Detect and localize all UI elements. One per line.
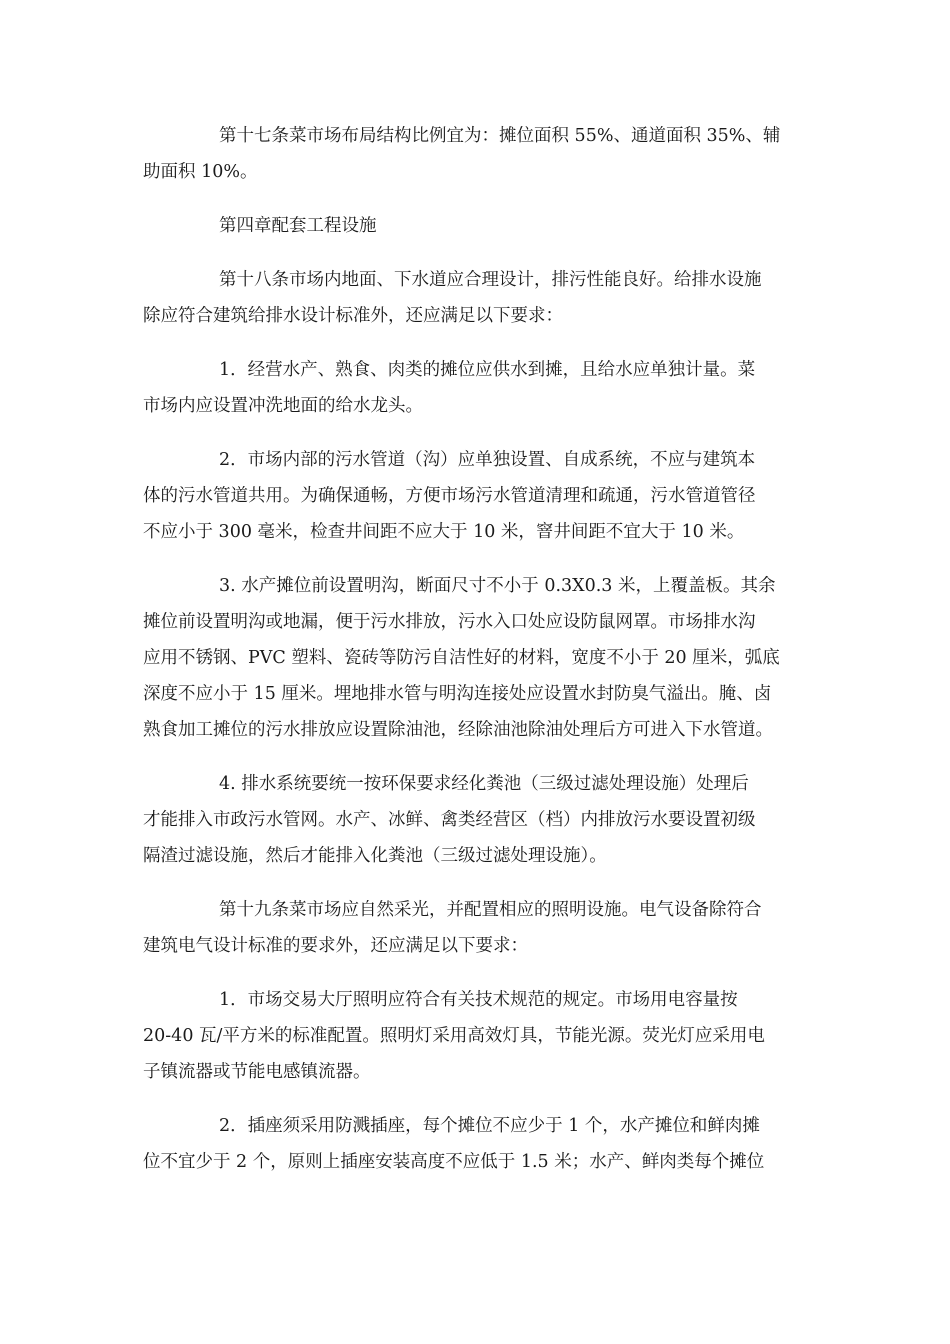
- text-line: 熟食加工摊位的污水排放应设置除油池，经除油池除油处理后方可进入下水管道。: [143, 720, 773, 740]
- list-item-18-2: [143, 442, 819, 550]
- text-line: 不应小于 300 毫米，检查井间距不应大于 10 米，窨井间距不宜大于 10 米。: [143, 522, 745, 542]
- text-line: 20-40 瓦/平方米的标准配置。照明灯采用高效灯具，节能光源。荧光灯应采用电: [143, 1026, 765, 1046]
- chapter-heading: [143, 208, 819, 244]
- text-line: 助面积 10%。: [143, 162, 258, 182]
- list-item-18-1: [143, 352, 819, 424]
- text-line: 1．经营水产、熟食、肉类的摊位应供水到摊，且给水应单独计量。菜: [219, 360, 756, 380]
- text-line: 4. 排水系统要统一按环保要求经化粪池（三级过滤处理设施）处理后: [219, 774, 749, 794]
- text-line: 第十七条菜市场布局结构比例宜为：摊位面积 55%、通道面积 35%、辅: [219, 126, 781, 146]
- text-line: 第十八条市场内地面、下水道应合理设计，排污性能良好。给排水设施: [219, 270, 762, 290]
- paragraph-article-18: [143, 262, 819, 334]
- text-line: 除应符合建筑给排水设计标准外，还应满足以下要求：: [143, 306, 563, 326]
- list-item-19-1: [143, 982, 819, 1090]
- list-item-19-2: [143, 1108, 819, 1180]
- text-line: 应用不锈钢、PVC 塑料、瓷砖等防污自洁性好的材料，宽度不小于 20 厘米，弧底: [143, 648, 780, 668]
- list-item-18-4: [143, 766, 819, 874]
- text-line: 第十九条菜市场应自然采光，并配置相应的照明设施。电气设备除符合: [219, 900, 762, 920]
- list-item-18-3: [143, 568, 819, 748]
- text-line: 体的污水管道共用。为确保通畅，方便市场污水管道清理和疏通，污水管道管径: [143, 486, 756, 506]
- text-line: 深度不应小于 15 厘米。埋地排水管与明沟连接处应设置水封防臭气溢出。腌、卤: [143, 684, 772, 704]
- text-line: 摊位前设置明沟或地漏，便于污水排放，污水入口处应设防鼠网罩。市场排水沟: [143, 612, 756, 632]
- paragraph-article-17: [143, 118, 819, 190]
- text-line: 子镇流器或节能电感镇流器。: [143, 1062, 371, 1082]
- text-line: 2．市场内部的污水管道（沟）应单独设置、自成系统，不应与建筑本: [219, 450, 756, 470]
- document-page: [143, 118, 819, 1198]
- text-line: 才能排入市政污水管网。水产、冰鲜、禽类经营区（档）内排放污水要设置初级: [143, 810, 756, 830]
- text-line: 3. 水产摊位前设置明沟，断面尺寸不小于 0.3X0.3 米，上覆盖板。其余: [219, 576, 776, 596]
- text-line: 市场内应设置冲洗地面的给水龙头。: [143, 396, 423, 416]
- text-line: 2．插座须采用防溅插座，每个摊位不应少于 1 个，水产摊位和鲜肉摊: [219, 1116, 760, 1136]
- text-line: 第四章配套工程设施: [219, 216, 377, 236]
- text-line: 位不宜少于 2 个，原则上插座安装高度不应低于 1.5 米；水产、鲜肉类每个摊位: [143, 1152, 765, 1172]
- paragraph-article-19: [143, 892, 819, 964]
- text-line: 1．市场交易大厅照明应符合有关技术规范的规定。市场用电容量按: [219, 990, 738, 1010]
- text-line: 隔渣过滤设施，然后才能排入化粪池（三级过滤处理设施）。: [143, 846, 607, 866]
- text-line: 建筑电气设计标准的要求外，还应满足以下要求：: [143, 936, 528, 956]
